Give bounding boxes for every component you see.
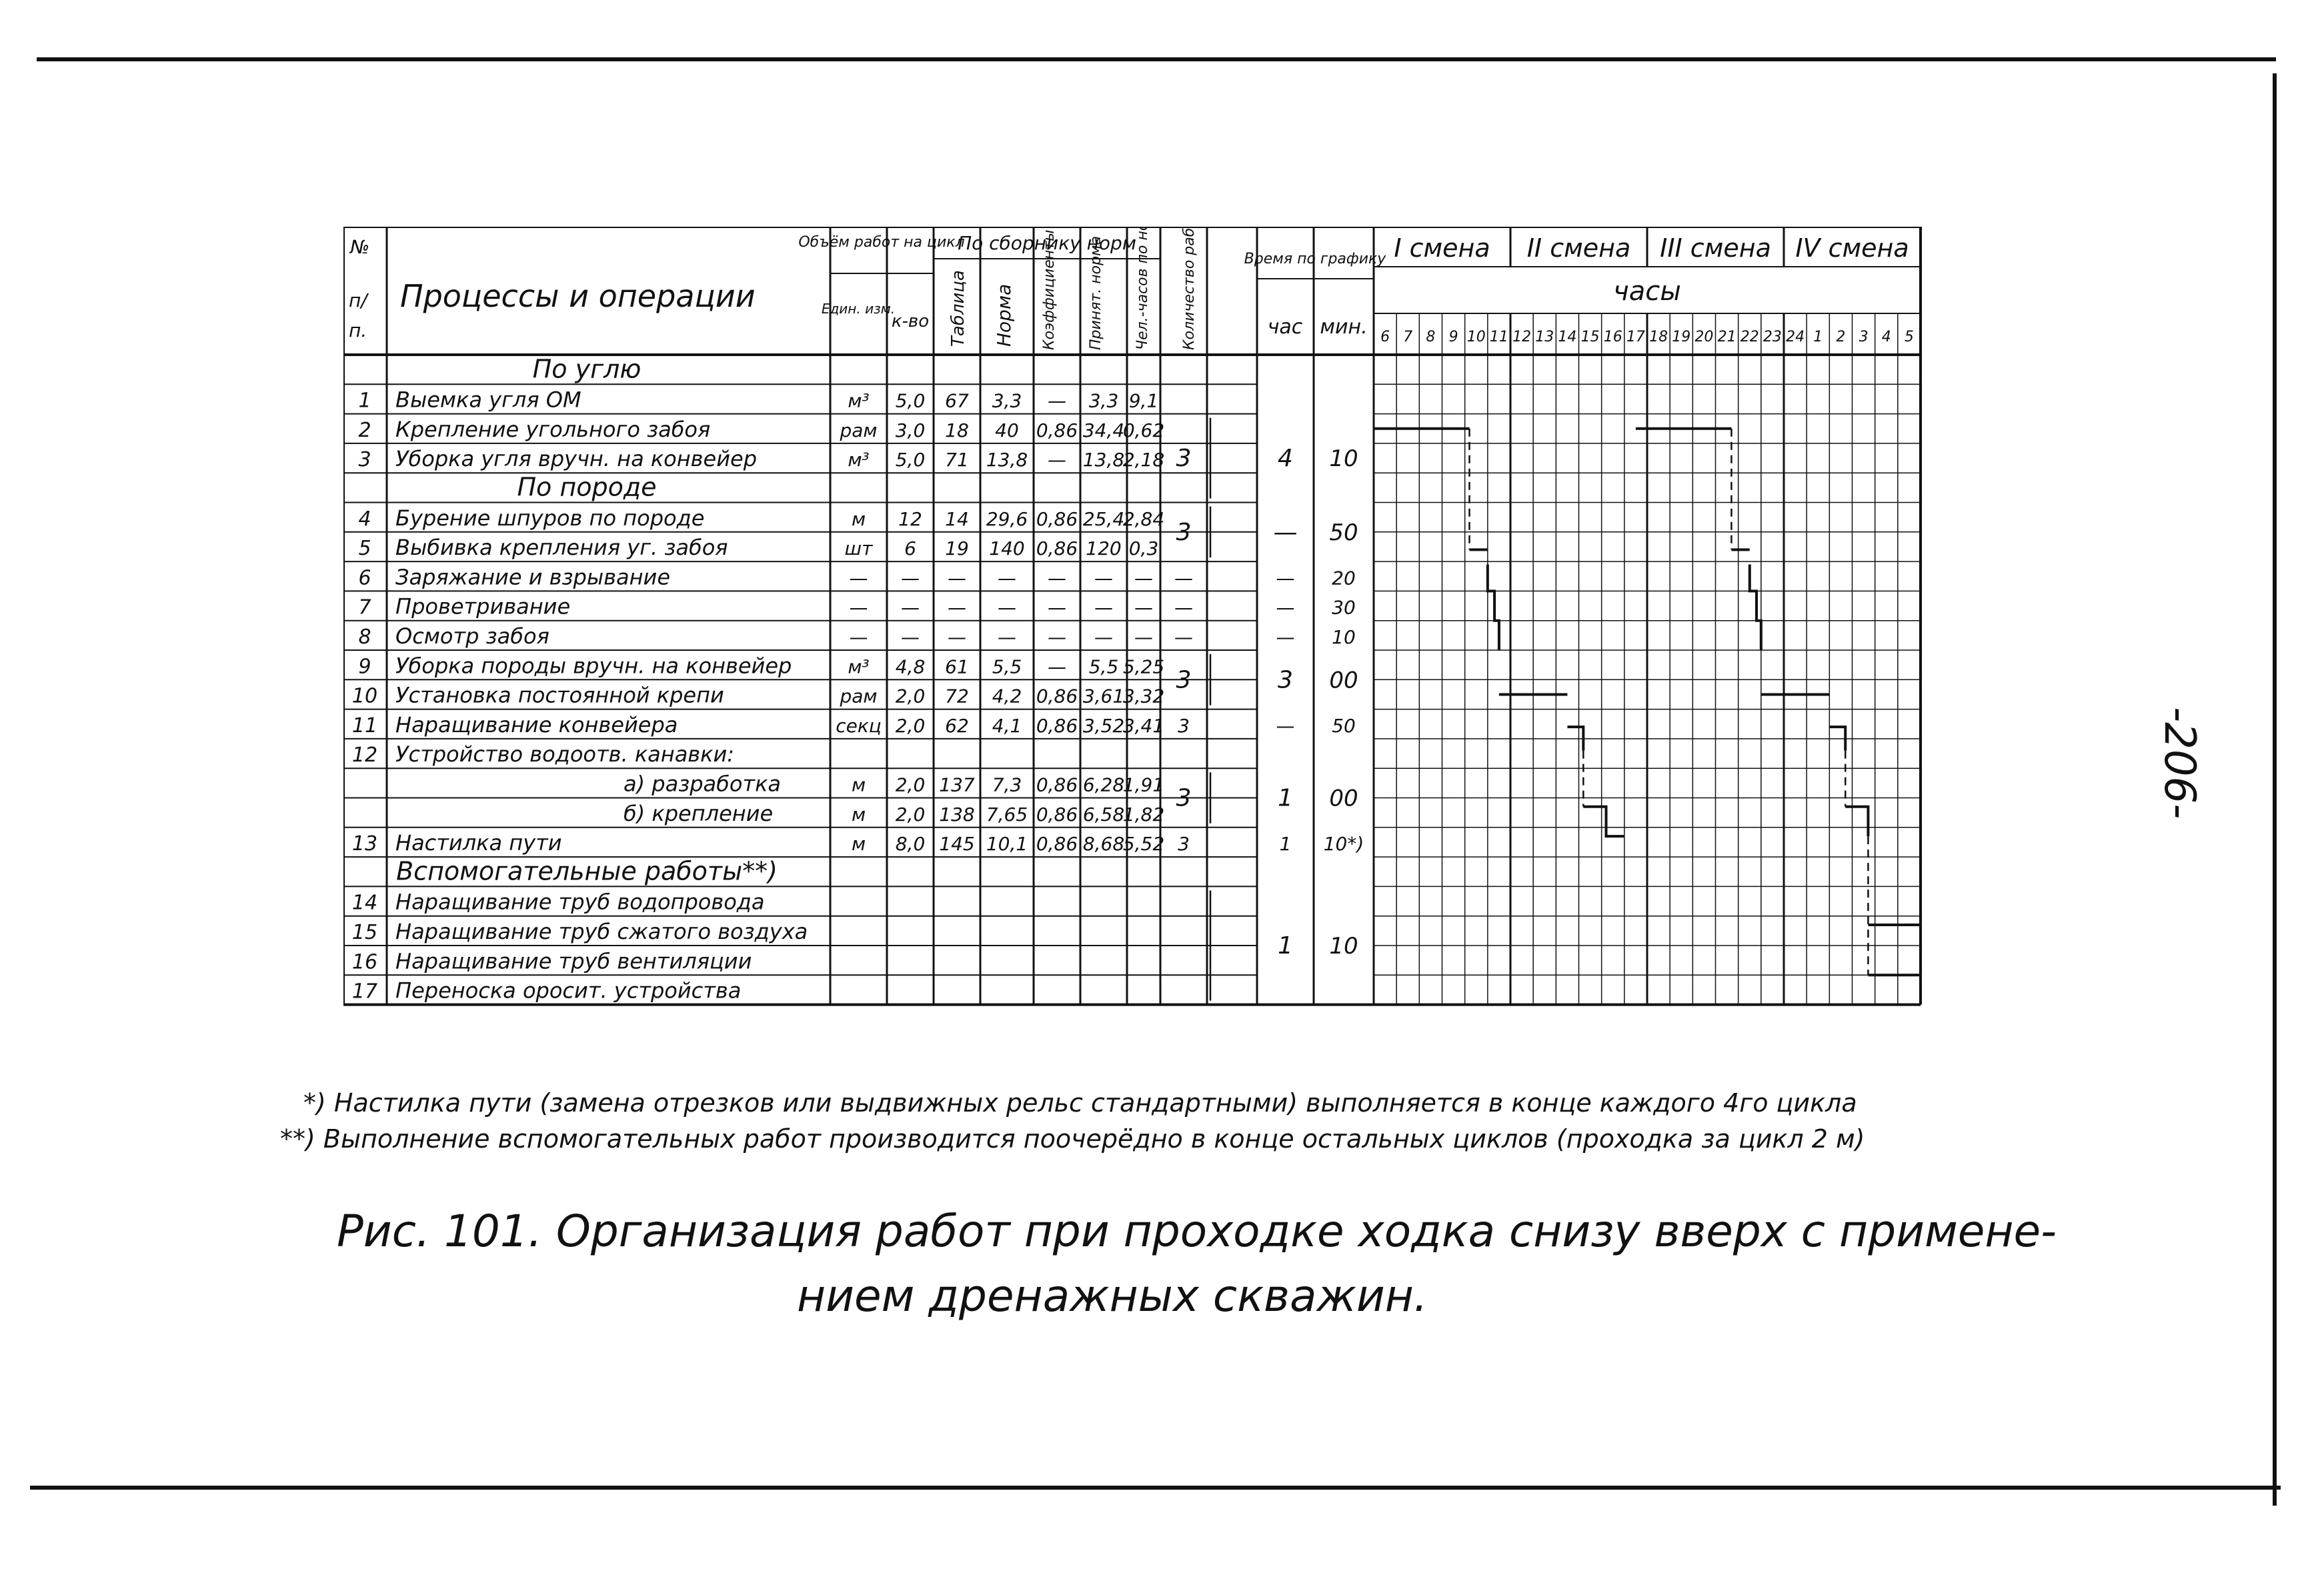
- hour-tick: 20: [1694, 329, 1714, 345]
- row-number: 10: [351, 684, 378, 708]
- cell-unit: м³: [848, 655, 870, 678]
- row-number: 1: [358, 389, 371, 413]
- minutes-header: мин.: [1320, 315, 1368, 339]
- row-number: 3: [358, 448, 371, 472]
- cell-accepted: 5,5: [1088, 655, 1119, 678]
- cell-qty: —: [901, 567, 920, 589]
- row-number: 9: [358, 655, 371, 679]
- cell-accepted: 120: [1086, 537, 1122, 560]
- cell-man_hours: 9,1: [1128, 389, 1159, 412]
- cell-man_hours: 1,91: [1122, 773, 1165, 796]
- cell-coef: 0,86: [1036, 507, 1078, 530]
- cell-unit: м³: [848, 389, 870, 412]
- cell-table: 71: [945, 449, 969, 471]
- shift-label: I смена: [1394, 233, 1490, 263]
- cell-man_hours: 5,25: [1122, 655, 1165, 678]
- cell-qty: —: [901, 596, 920, 619]
- cell-man_hours: 0,3: [1128, 537, 1159, 560]
- group-minutes: 50: [1329, 519, 1358, 546]
- group-workers: 3: [1176, 784, 1192, 812]
- hours-header: час: [1267, 315, 1303, 339]
- shift-label: II смена: [1526, 233, 1631, 263]
- cell-m: 10*): [1323, 833, 1364, 856]
- unit-header: Един. изм.: [821, 301, 896, 317]
- cell-qty: 4,8: [895, 655, 926, 678]
- cell-h: —: [1276, 626, 1295, 648]
- cell-table: 72: [945, 685, 969, 707]
- hour-tick: 11: [1489, 329, 1508, 345]
- group-hours: 1: [1278, 932, 1293, 960]
- row-number: 15: [351, 921, 378, 944]
- cell-table: 137: [939, 773, 975, 796]
- cell-qty: 2,0: [895, 714, 926, 737]
- cell-h: —: [1276, 596, 1295, 619]
- cell-unit: м³: [848, 449, 870, 471]
- operation-name: Наращивание труб сжатого воздуха: [395, 919, 808, 944]
- cell-norm: 40: [995, 419, 1019, 441]
- hour-tick: 15: [1580, 329, 1600, 345]
- figure-caption-line-2: нием дренажных скважин.: [797, 1270, 1428, 1322]
- row-number: 8: [358, 625, 371, 649]
- cell-coef: —: [1048, 389, 1066, 412]
- cell-qty: 6: [904, 537, 916, 560]
- hour-tick: 17: [1626, 329, 1645, 345]
- cell-norm: —: [998, 567, 1016, 589]
- cell-m: 50: [1332, 714, 1356, 737]
- operation-name: Устройство водоотв. канавки:: [395, 741, 735, 767]
- cell-coef: 0,86: [1036, 773, 1078, 796]
- cell-norm: 3,3: [992, 389, 1022, 412]
- norms-header: По сборнику норм: [958, 232, 1136, 254]
- num-header-3: п.: [349, 319, 367, 341]
- cell-unit: м: [851, 833, 866, 856]
- gantt-bar-shift1-blast: [1488, 565, 1499, 650]
- cell-qty: —: [901, 626, 920, 648]
- cell-qty: 2,0: [895, 803, 926, 826]
- operation-name: Уборка угля вручн. на конвейер: [395, 446, 758, 472]
- cell-table: 18: [945, 419, 969, 441]
- cell-norm: 4,2: [992, 685, 1022, 707]
- operation-name: Проветривание: [395, 593, 571, 619]
- cell-workers: 3: [1178, 714, 1190, 737]
- cell-norm: 5,5: [992, 655, 1022, 678]
- cell-accepted: 3,52: [1082, 714, 1125, 737]
- cell-man_hours: —: [1134, 596, 1153, 619]
- group-minutes: 00: [1329, 667, 1358, 694]
- cell-coef: 0,86: [1036, 833, 1078, 856]
- hour-tick: 2: [1836, 329, 1846, 345]
- hour-tick: 12: [1512, 329, 1532, 345]
- schedule-time-header: Время по графику: [1244, 251, 1386, 267]
- footnote-1: *) Настилка пути (замена отрезков или выдвижных рельс стандартными) выполняется в конце каждого 4го цикла: [303, 1088, 1857, 1118]
- cell-coef: —: [1048, 596, 1066, 619]
- cell-man_hours: —: [1134, 626, 1153, 648]
- qty-header: к-во: [891, 311, 930, 331]
- cell-qty: 8,0: [895, 833, 926, 856]
- cell-h: —: [1276, 567, 1295, 589]
- table-header: Таблица: [948, 270, 968, 347]
- cell-man_hours: 0,62: [1122, 419, 1165, 441]
- cell-qty: 3,0: [895, 419, 926, 441]
- cell-norm: —: [998, 596, 1016, 619]
- row-number: 14: [351, 891, 378, 915]
- cell-accepted: —: [1094, 596, 1113, 619]
- figure-caption-line-1: Рис. 101. Организация работ при проходке ходка снизу вверх с примене-: [337, 1206, 2057, 1257]
- cell-table: 145: [939, 833, 975, 856]
- cell-accepted: 25,4: [1082, 507, 1125, 530]
- hour-tick: 23: [1763, 329, 1782, 345]
- shift-label: III смена: [1660, 233, 1771, 263]
- cell-coef: —: [1048, 626, 1066, 648]
- row-number: 11: [351, 713, 378, 737]
- hour-tick: 4: [1881, 329, 1891, 345]
- hour-tick: 13: [1535, 329, 1554, 345]
- workers-header: Количество рабочих: [1181, 227, 1198, 350]
- row-number: 4: [358, 507, 371, 531]
- cell-workers: 3: [1178, 833, 1190, 856]
- group-hours: 4: [1278, 445, 1293, 473]
- process-header: Процессы и операции: [400, 278, 756, 314]
- cell-table: —: [948, 567, 966, 589]
- hour-tick: 7: [1403, 329, 1413, 345]
- operation-name: а) разработка: [624, 771, 782, 797]
- operation-name: Уборка породы вручн. на конвейер: [395, 653, 792, 679]
- top-frame-line: [37, 57, 2276, 61]
- cell-unit: м: [851, 507, 866, 530]
- operation-name: б) крепление: [624, 800, 774, 826]
- cell-unit: —: [849, 596, 868, 619]
- cell-man_hours: 2,84: [1122, 507, 1165, 530]
- footnote-2: **) Выполнение вспомогательных работ производится поочерёдно в конце остальных циклов (проходка за цикл 2 м): [280, 1124, 1865, 1154]
- cell-accepted: 8,68: [1082, 833, 1125, 856]
- row-number: 13: [351, 832, 378, 856]
- cell-table: 14: [945, 507, 969, 530]
- cell-unit: м: [851, 803, 866, 826]
- operation-name: Выемка угля ОМ: [395, 387, 582, 413]
- group-minutes: 10: [1329, 445, 1358, 473]
- cell-coef: —: [1048, 449, 1066, 471]
- gantt-bar-shift1-ditch: [1583, 807, 1624, 836]
- cell-qty: 2,0: [895, 773, 926, 796]
- section-heading: По породе: [517, 472, 657, 502]
- cell-man_hours: 5,52: [1122, 833, 1165, 856]
- cell-qty: 12: [898, 507, 922, 530]
- cell-norm: 29,6: [986, 507, 1028, 530]
- cell-table: 67: [945, 389, 969, 412]
- cell-accepted: 6,58: [1082, 803, 1125, 826]
- group-workers: 3: [1176, 445, 1192, 473]
- hour-tick: 10: [1466, 329, 1486, 345]
- group-hours: 1: [1278, 784, 1293, 812]
- cell-accepted: 3,61: [1082, 685, 1125, 707]
- group-hours: 3: [1278, 666, 1293, 694]
- cell-workers: —: [1174, 626, 1193, 648]
- cell-norm: —: [998, 626, 1016, 648]
- section-heading: Вспомогательные работы**): [396, 856, 778, 886]
- hour-tick: 22: [1740, 329, 1759, 345]
- cell-man_hours: 1,82: [1122, 803, 1165, 826]
- hour-tick: 18: [1649, 329, 1668, 345]
- cell-norm: 10,1: [986, 833, 1028, 856]
- cell-man_hours: 3,32: [1122, 685, 1165, 707]
- cell-coef: 0,86: [1036, 419, 1078, 441]
- cell-coef: 0,86: [1036, 537, 1078, 560]
- volume-header: Объём работ на цикл: [798, 234, 965, 251]
- hour-tick: 6: [1380, 329, 1390, 345]
- cell-qty: 5,0: [895, 449, 926, 471]
- row-number: 17: [351, 980, 378, 1004]
- hour-tick: 21: [1717, 329, 1736, 345]
- right-frame-line: [2273, 73, 2277, 1506]
- cell-coef: 0,86: [1036, 685, 1078, 707]
- cell-table: —: [948, 626, 966, 648]
- cell-workers: —: [1174, 596, 1193, 619]
- cell-man_hours: 2,18: [1122, 449, 1165, 471]
- operation-name: Настилка пути: [395, 830, 562, 856]
- row-number: 7: [358, 595, 371, 619]
- group-minutes: 10: [1329, 933, 1358, 960]
- cell-unit: секц: [836, 714, 882, 737]
- cell-man_hours: 3,41: [1122, 714, 1165, 737]
- operation-name: Осмотр забоя: [395, 623, 549, 649]
- cell-coef: —: [1048, 655, 1066, 678]
- operation-name: Заряжание и взрывание: [395, 564, 670, 590]
- hour-tick: 19: [1672, 329, 1691, 345]
- cell-unit: рам: [840, 685, 878, 707]
- hour-tick: 1: [1813, 329, 1823, 345]
- cell-table: 19: [945, 537, 969, 560]
- cell-m: 10: [1332, 626, 1356, 648]
- hour-tick: 3: [1859, 329, 1869, 345]
- num-header: №: [350, 236, 370, 258]
- man-hours-header: Чел.-часов по норме: [1134, 227, 1151, 350]
- work-schedule-table: [343, 227, 1931, 1096]
- cell-norm: 7,65: [986, 803, 1028, 826]
- operation-name: Установка постоянной крепи: [395, 682, 724, 708]
- row-number: 5: [358, 537, 371, 561]
- gantt-bar-shift3-blast: [1750, 565, 1761, 650]
- cell-unit: шт: [844, 537, 873, 560]
- cell-accepted: 6,28: [1082, 773, 1125, 796]
- section-heading: По углю: [532, 354, 642, 384]
- cell-accepted: 3,3: [1088, 389, 1119, 412]
- cell-h: 1: [1279, 833, 1292, 856]
- page-number: -206-: [2155, 707, 2204, 820]
- cell-norm: 4,1: [992, 714, 1022, 737]
- group-minutes: 00: [1329, 785, 1358, 812]
- operation-name: Выбивка крепления уг. забоя: [395, 535, 728, 561]
- row-number: 6: [358, 566, 371, 590]
- row-number: 2: [358, 418, 371, 442]
- cell-norm: 13,8: [986, 449, 1028, 471]
- hour-tick: 24: [1786, 329, 1805, 345]
- cell-workers: —: [1174, 567, 1193, 589]
- cell-accepted: 13,8: [1082, 449, 1125, 471]
- coef-header: Коэффициенты: [1041, 229, 1058, 350]
- bottom-frame-line: [30, 1486, 2281, 1490]
- schedule-svg: [343, 227, 1931, 1094]
- cell-m: 20: [1332, 567, 1356, 589]
- num-header-2: п/: [349, 289, 367, 311]
- cell-accepted: 34,4: [1082, 419, 1125, 441]
- cell-qty: 2,0: [895, 685, 926, 707]
- cell-man_hours: —: [1134, 567, 1153, 589]
- gantt-bar-shift3-ditch: [1845, 807, 1868, 836]
- row-number: 16: [351, 950, 378, 974]
- cell-m: 30: [1332, 596, 1356, 619]
- operation-name: Бурение шпуров по породе: [395, 505, 705, 531]
- cell-coef: —: [1048, 567, 1066, 589]
- group-hours: —: [1273, 518, 1298, 546]
- cell-unit: рам: [840, 419, 878, 441]
- cell-table: —: [948, 596, 966, 619]
- cell-coef: 0,86: [1036, 714, 1078, 737]
- cell-unit: —: [849, 626, 868, 648]
- cell-unit: —: [849, 567, 868, 589]
- cell-accepted: —: [1094, 626, 1113, 648]
- hour-tick: 5: [1904, 329, 1914, 345]
- operation-name: Крепление угольного забоя: [395, 416, 711, 442]
- hour-tick: 9: [1448, 329, 1458, 345]
- cell-table: 138: [939, 803, 975, 826]
- hour-tick: 8: [1426, 329, 1436, 345]
- cell-norm: 140: [989, 537, 1025, 560]
- clock-label: часы: [1613, 276, 1681, 307]
- cell-h: —: [1276, 714, 1295, 737]
- shift-label: IV смена: [1795, 233, 1909, 263]
- accepted-norm-header: Принят. норма: [1088, 235, 1104, 350]
- cell-table: 62: [945, 714, 969, 737]
- operation-name: Наращивание конвейера: [395, 711, 678, 737]
- cell-norm: 7,3: [992, 773, 1022, 796]
- cell-table: 61: [945, 655, 969, 678]
- cell-qty: 5,0: [895, 389, 926, 412]
- cell-unit: м: [851, 773, 866, 796]
- cell-accepted: —: [1094, 567, 1113, 589]
- hour-tick: 14: [1558, 329, 1577, 345]
- group-workers: 3: [1176, 666, 1192, 694]
- operation-name: Наращивание труб вентиляции: [395, 948, 752, 974]
- operation-name: Переноска оросит. устройства: [395, 978, 742, 1004]
- group-workers: 3: [1176, 518, 1192, 546]
- operation-name: Наращивание труб водопровода: [395, 889, 765, 915]
- norm-header: Норма: [993, 283, 1015, 347]
- cell-coef: 0,86: [1036, 803, 1078, 826]
- row-number: 12: [351, 743, 378, 767]
- hour-tick: 16: [1603, 329, 1622, 345]
